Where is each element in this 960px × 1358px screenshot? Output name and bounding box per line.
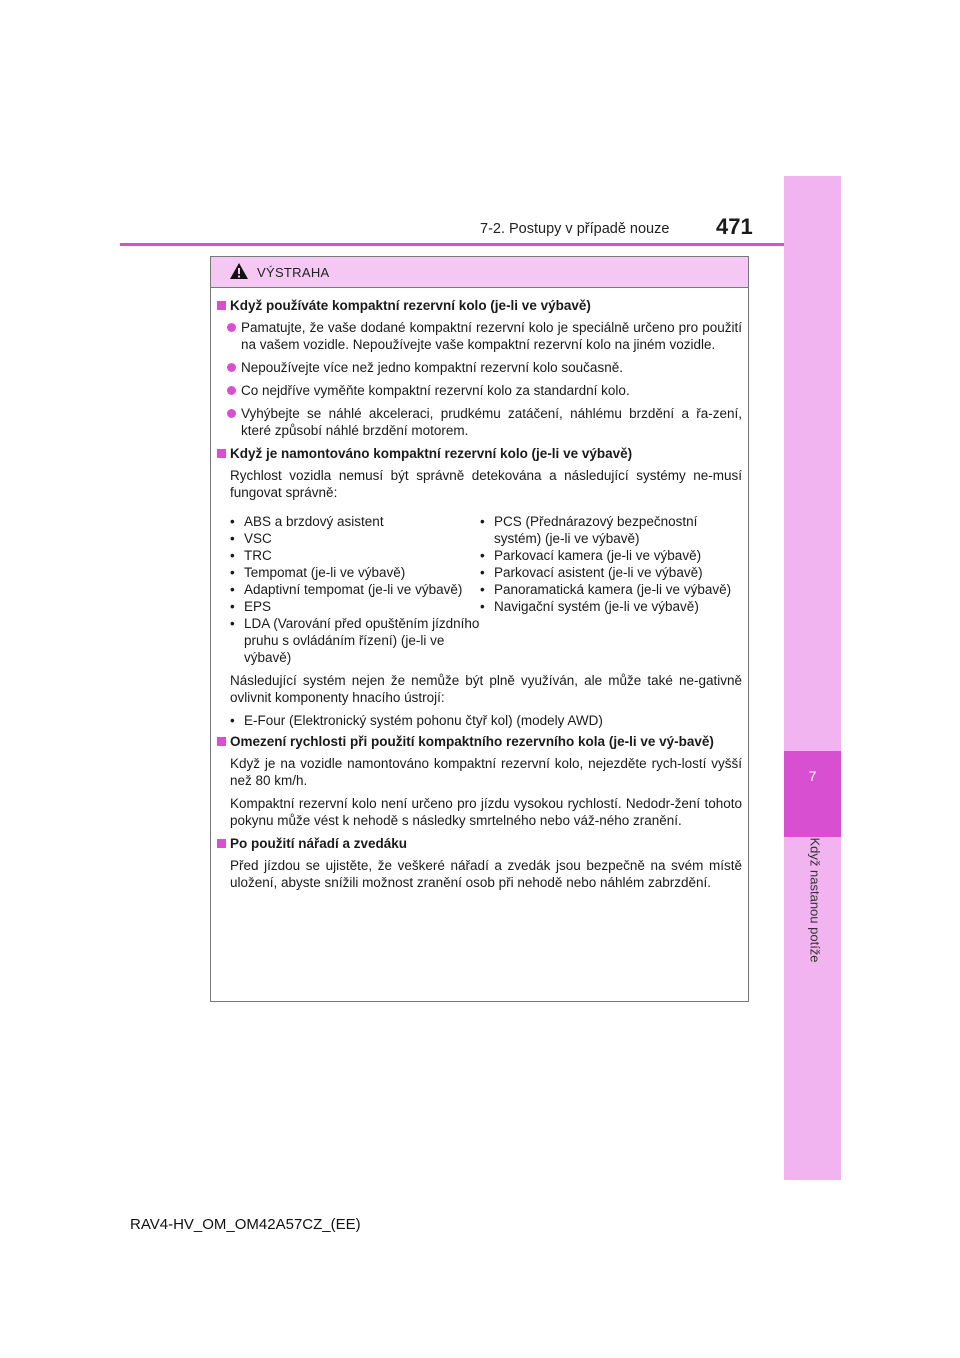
- header-rule: [120, 243, 784, 246]
- warning-box: [210, 256, 749, 1002]
- warning-title: VÝSTRAHA: [257, 265, 330, 280]
- section-heading: Když používáte kompaktní rezervní kolo (je-li ve výbavě): [217, 297, 742, 314]
- chapter-number-box: [784, 751, 841, 837]
- list-item: • Parkovací asistent (je-li ve výbavě): [480, 564, 740, 581]
- section-heading: Po použití nářadí a zvedáku: [217, 835, 742, 852]
- paragraph: Následující systém nejen že nemůže být plně využíván, ale může také ne-gativně ovlivnit komponenty hnacího ústrojí:: [230, 673, 742, 705]
- list-item: • Parkovací kamera (je-li ve výbavě): [480, 547, 740, 564]
- list-item: • Tempomat (je-li ve výbavě): [230, 564, 480, 581]
- list-item: • E-Four (Elektronický systém pohonu čtyř kol) (modely AWD): [230, 712, 742, 729]
- affected-systems-list: [230, 513, 742, 666]
- list-item: • LDA (Varování před opuštěním jízdního pruhu s ovládáním řízení) (je-li ve výbavě): [230, 615, 480, 666]
- list-item: Nepoužívejte více než jedno kompaktní rezervní kolo současně.: [223, 359, 742, 376]
- section-heading: Když je namontováno kompaktní rezervní kolo (je-li ve výbavě): [217, 445, 742, 462]
- paragraph: Rychlost vozidla nemusí být správně detekována a následující systémy ne-musí fungovat správně:: [230, 468, 742, 500]
- list-item: • EPS: [230, 598, 480, 615]
- affected-systems-right: [480, 513, 740, 666]
- list-item: • Adaptivní tempomat (je-li ve výbavě): [230, 581, 480, 598]
- warning-triangle-icon: [229, 262, 249, 285]
- list-item: • TRC: [230, 547, 480, 564]
- list-item: Pamatujte, že vaše dodané kompaktní rezervní kolo je speciálně určeno pro použití na vašem vozidle. Nepoužívejte vaše kompaktní rezervní kolo na jiném vozidle.: [223, 319, 742, 353]
- list-item: • ABS a brzdový asistent: [230, 513, 480, 530]
- document-code: RAV4-HV_OM_OM42A57CZ_(EE): [130, 1216, 361, 1233]
- paragraph: Kompaktní rezervní kolo není určeno pro jízdu vysokou rychlostí. Nedodr-žení tohoto pokynu může vést k nehodě s následky smrtelného nebo váž-ného zranění.: [230, 796, 742, 828]
- list-item: • VSC: [230, 530, 480, 547]
- list-item: Co nejdříve vyměňte kompaktní rezervní kolo za standardní kolo.: [223, 382, 742, 399]
- page-number: 471: [716, 214, 753, 239]
- chapter-title: Když nastanou potíže: [807, 837, 823, 963]
- section-heading: Omezení rychlosti při použití kompaktního rezervního kola (je-li ve vý-bavě): [217, 733, 742, 750]
- chapter-number: 7: [808, 768, 817, 784]
- list-item: • Navigační systém (je-li ve výbavě): [480, 598, 740, 615]
- list-item: Vyhýbejte se náhlé akceleraci, prudkému zatáčení, náhlému brzdění a řa-zení, které způsobí náhlé brzdění motorem.: [223, 405, 742, 439]
- affected-systems-left: [230, 513, 480, 666]
- warning-body: [211, 288, 748, 891]
- paragraph: Když je na vozidle namontováno kompaktní rezervní kolo, nejezděte rych-lostí vyšší než 80 km/h.: [230, 756, 742, 788]
- paragraph: Před jízdou se ujistěte, že veškeré nářadí a zvedák jsou bezpečně na svém místě uložení, abyste snížili možnost zranění osob při nehodě nebo náhlém zabrzdění.: [230, 858, 742, 890]
- list-item: • PCS (Přednárazový bezpečnostní systém) (je-li ve výbavě): [480, 513, 740, 547]
- warning-header: [211, 257, 748, 288]
- section-title: 7-2. Postupy v případě nouze: [480, 221, 670, 237]
- list-item: • Panoramatická kamera (je-li ve výbavě): [480, 581, 740, 598]
- chapter-side-tab: [784, 176, 841, 1180]
